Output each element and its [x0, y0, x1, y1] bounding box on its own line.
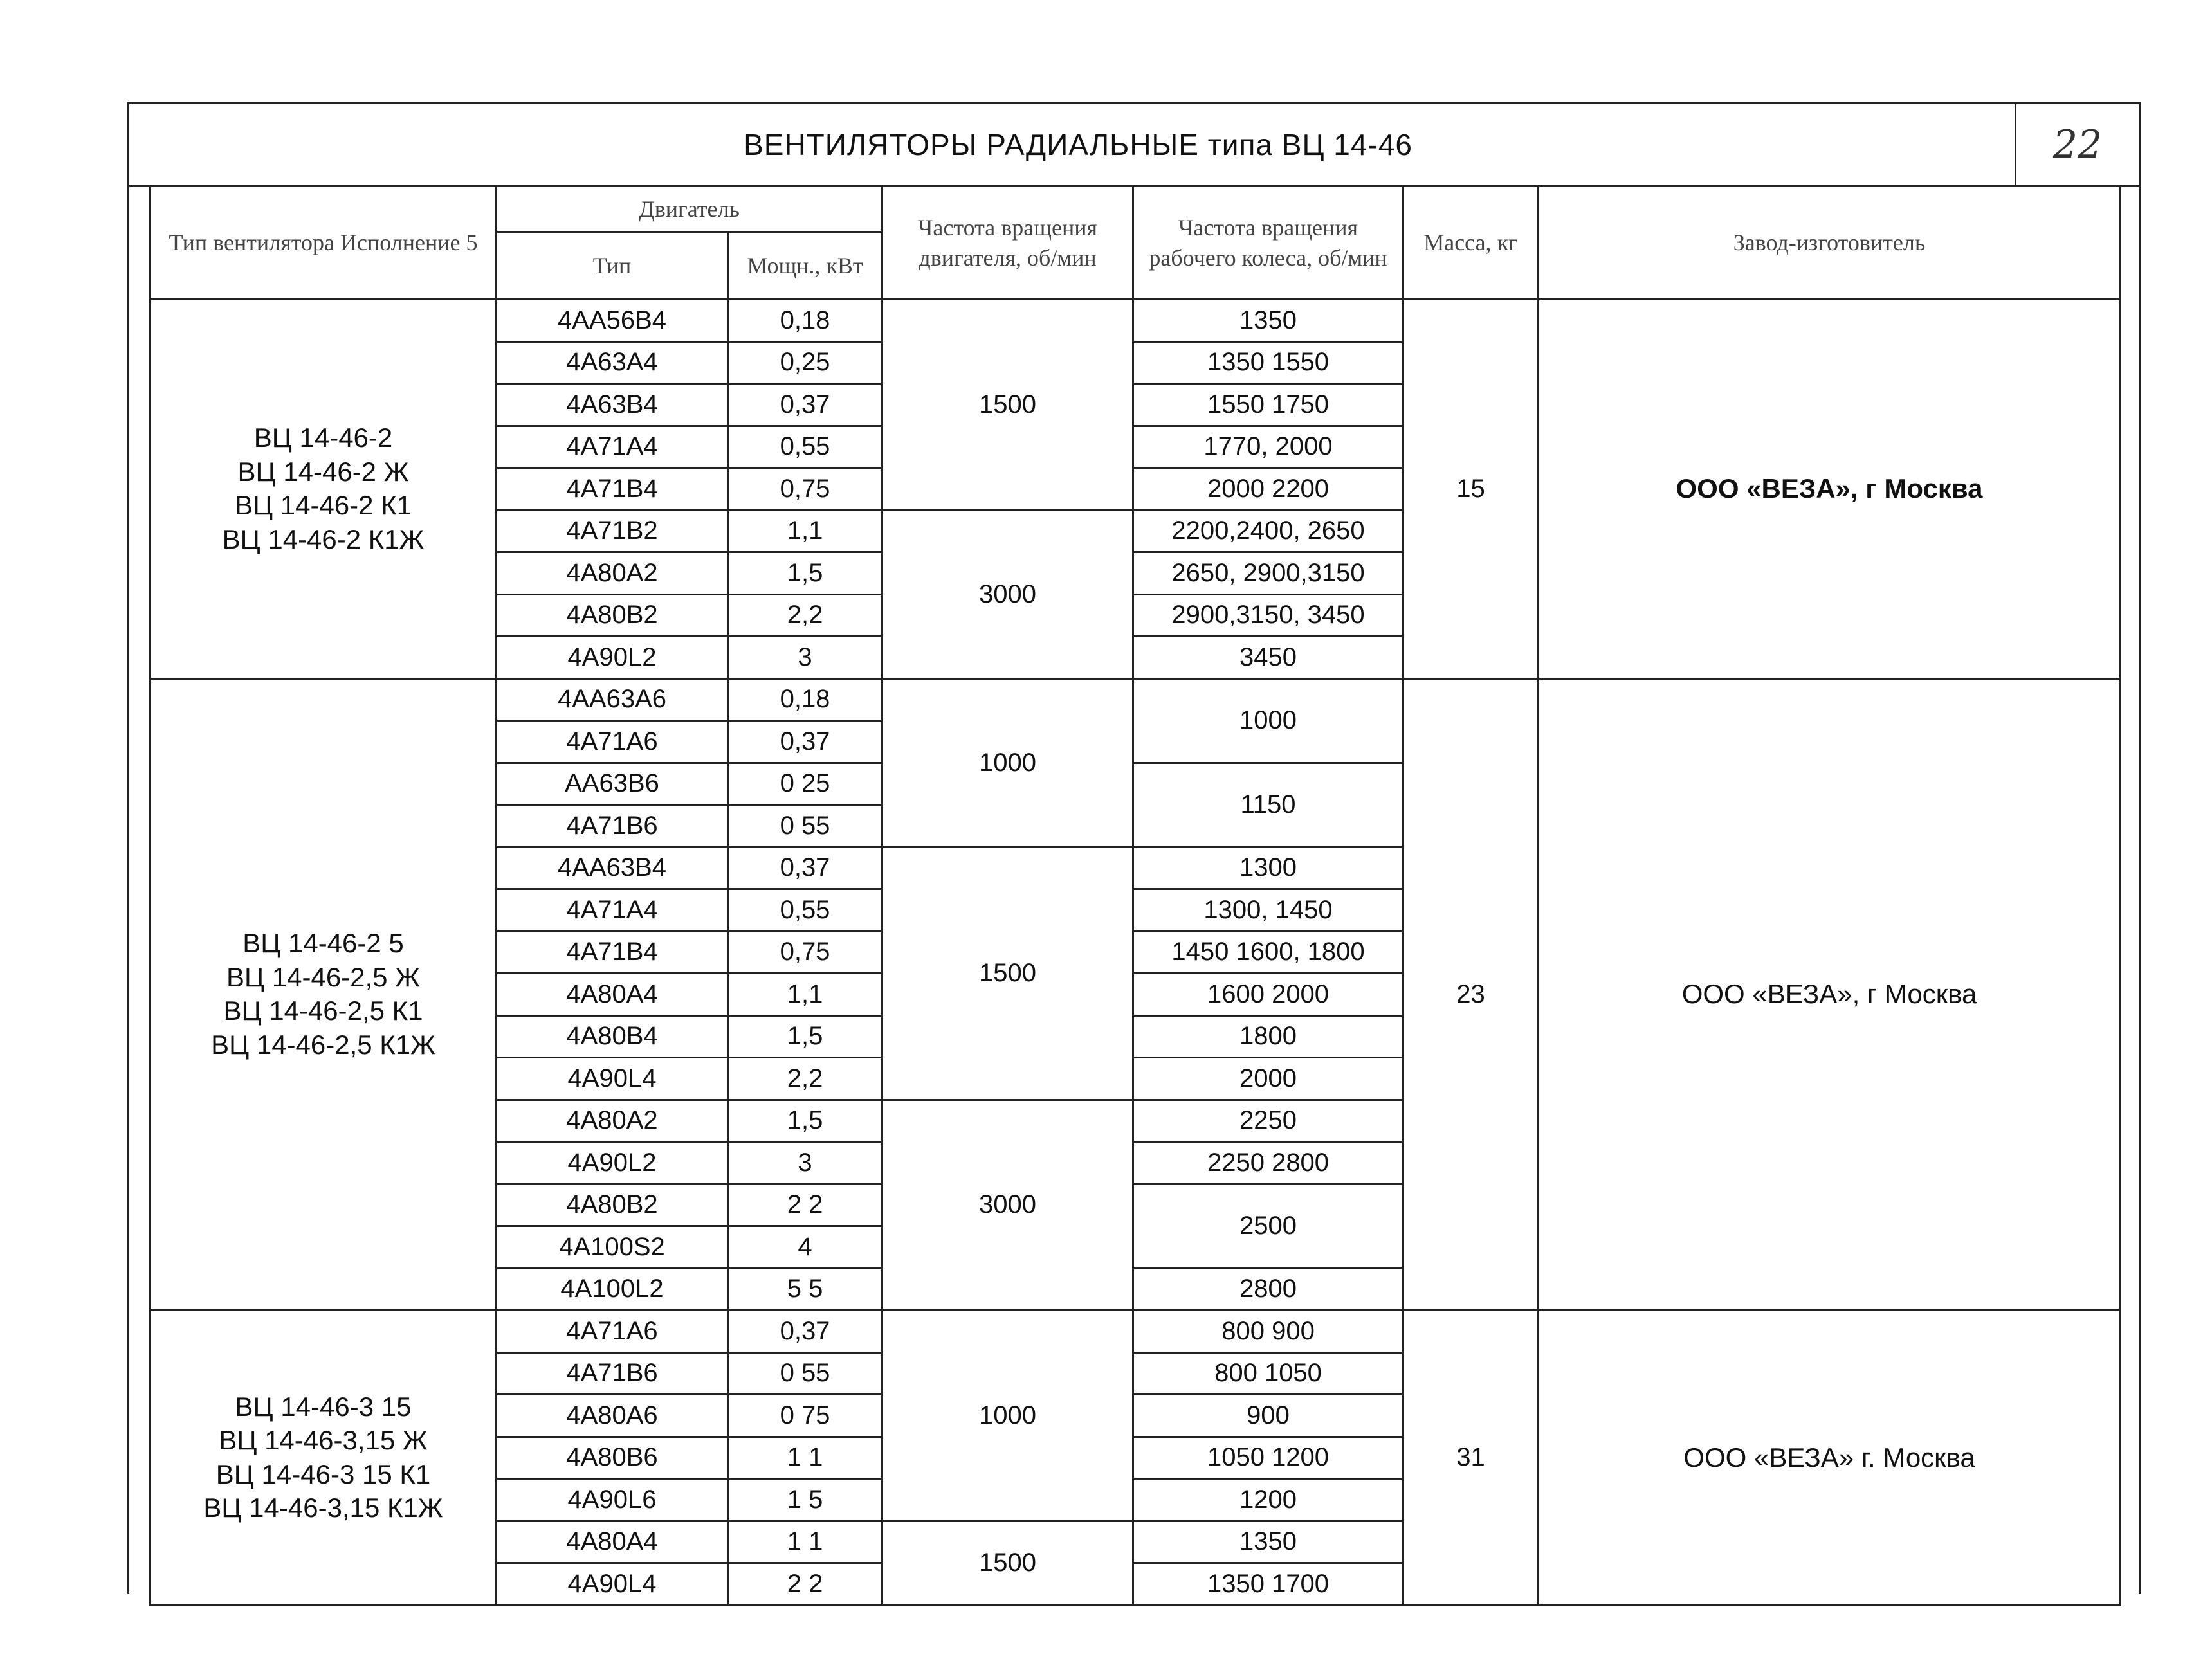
motor-type-cell: 4А100S2	[497, 1226, 728, 1269]
maker-cell: ООО «ВЕЗА» г. Москва	[1539, 1311, 2121, 1606]
motor-power-cell: 0 75	[728, 1395, 882, 1437]
motor-power-cell: 0 55	[728, 805, 882, 848]
motor-power-cell: 2 2	[728, 1184, 882, 1226]
motor-type-cell: 4А80А2	[497, 1100, 728, 1142]
motor-type-cell: 4А80В2	[497, 594, 728, 637]
motor-power-cell: 5 5	[728, 1268, 882, 1311]
wheel-speed-cell: 2500	[1133, 1184, 1403, 1268]
table-body	[151, 300, 2121, 1606]
motor-speed-cell: 1000	[882, 678, 1133, 847]
col-mass: Масса, кг	[1403, 186, 1539, 300]
motor-power-cell: 2,2	[728, 594, 882, 637]
motor-type-cell: 4А71В6	[497, 805, 728, 848]
motor-power-cell: 3	[728, 637, 882, 679]
motor-type-cell: 4АА56В4	[497, 300, 728, 342]
motor-power-cell: 3	[728, 1142, 882, 1184]
col-motor-speed: Частота вращения двигателя, об/мин	[882, 186, 1133, 300]
motor-type-cell: 4А80А4	[497, 974, 728, 1016]
col-motor-power: Мощн., кВт	[728, 232, 882, 300]
wheel-speed-cell: 2000 2200	[1133, 468, 1403, 511]
motor-type-cell: 4А63А4	[497, 341, 728, 384]
wheel-speed-cell: 2250 2800	[1133, 1142, 1403, 1184]
table-row	[151, 1311, 2121, 1353]
motor-power-cell: 0,18	[728, 300, 882, 342]
motor-type-cell: 4А71В4	[497, 931, 728, 974]
wheel-speed-cell: 1000	[1133, 678, 1403, 763]
motor-power-cell: 1,5	[728, 1100, 882, 1142]
wheel-speed-cell: 1350 1700	[1133, 1563, 1403, 1606]
wheel-speed-cell: 1200	[1133, 1479, 1403, 1521]
motor-type-cell: 4А80В2	[497, 1184, 728, 1226]
motor-type-cell: 4АА63В4	[497, 847, 728, 889]
motor-power-cell: 0,25	[728, 341, 882, 384]
wheel-speed-cell: 3450	[1133, 637, 1403, 679]
motor-power-cell: 1 5	[728, 1479, 882, 1521]
wheel-speed-cell: 1600 2000	[1133, 974, 1403, 1016]
motor-power-cell: 0,55	[728, 426, 882, 468]
motor-power-cell: 0,75	[728, 468, 882, 511]
motor-speed-cell: 3000	[882, 1100, 1133, 1311]
motor-power-cell: 0,55	[728, 889, 882, 932]
wheel-speed-cell: 800 900	[1133, 1311, 1403, 1353]
col-motor-type: Тип	[497, 232, 728, 300]
motor-type-cell: 4А100L2	[497, 1268, 728, 1311]
motor-type-cell: 4А90L6	[497, 1479, 728, 1521]
col-motor: Двигатель	[497, 186, 882, 232]
table-row	[151, 300, 2121, 342]
wheel-speed-cell: 1350	[1133, 1521, 1403, 1563]
title-bar	[127, 102, 2141, 187]
motor-power-cell: 2 2	[728, 1563, 882, 1606]
motor-power-cell: 4	[728, 1226, 882, 1269]
motor-speed-cell: 3000	[882, 510, 1133, 678]
motor-speed-cell: 1500	[882, 300, 1133, 511]
wheel-speed-cell: 2000	[1133, 1058, 1403, 1100]
motor-power-cell: 0 55	[728, 1352, 882, 1395]
wheel-speed-cell: 2250	[1133, 1100, 1403, 1142]
motor-power-cell: 0,75	[728, 931, 882, 974]
table-row	[151, 678, 2121, 721]
motor-power-cell: 1 1	[728, 1521, 882, 1563]
wheel-speed-cell: 2800	[1133, 1268, 1403, 1311]
page-title: ВЕНТИЛЯТОРЫ РАДИАЛЬНЫЕ типа ВЦ 14-46	[744, 128, 1412, 161]
page-number-box	[2015, 104, 2139, 185]
motor-power-cell: 0,37	[728, 384, 882, 426]
motor-type-cell: 4А90L2	[497, 1142, 728, 1184]
wheel-speed-cell: 1300, 1450	[1133, 889, 1403, 932]
motor-type-cell: 4А90L4	[497, 1058, 728, 1100]
wheel-speed-cell: 800 1050	[1133, 1352, 1403, 1395]
fan-type-cell: ВЦ 14-46-3 15 ВЦ 14-46-3,15 Ж ВЦ 14-46-3 15 К1 ВЦ 14-46-3,15 К1Ж	[151, 1311, 497, 1606]
motor-power-cell: 1,1	[728, 974, 882, 1016]
motor-power-cell: 0,37	[728, 721, 882, 763]
wheel-speed-cell: 1050 1200	[1133, 1437, 1403, 1479]
motor-type-cell: 4А90L2	[497, 637, 728, 679]
fan-spec-table	[149, 185, 2121, 1606]
motor-power-cell: 0 25	[728, 763, 882, 805]
motor-speed-cell: 1000	[882, 1311, 1133, 1521]
motor-power-cell: 2,2	[728, 1058, 882, 1100]
maker-cell: ООО «ВЕЗА», г Москва	[1539, 300, 2121, 679]
motor-type-cell: 4А80В4	[497, 1015, 728, 1058]
motor-type-cell: 4А80В6	[497, 1437, 728, 1479]
wheel-speed-cell: 1450 1600, 1800	[1133, 931, 1403, 974]
maker-cell: ООО «ВЕЗА», г Москва	[1539, 678, 2121, 1311]
wheel-speed-cell: 1350	[1133, 300, 1403, 342]
wheel-speed-cell: 1350 1550	[1133, 341, 1403, 384]
motor-speed-cell: 1500	[882, 847, 1133, 1100]
motor-power-cell: 1,1	[728, 510, 882, 552]
motor-type-cell: 4А80А4	[497, 1521, 728, 1563]
motor-type-cell: 4А71В6	[497, 1352, 728, 1395]
mass-cell: 31	[1403, 1311, 1539, 1606]
wheel-speed-cell: 1550 1750	[1133, 384, 1403, 426]
col-wheel-speed: Частота вращения рабочего колеса, об/мин	[1133, 186, 1403, 300]
fan-type-cell: ВЦ 14-46-2 ВЦ 14-46-2 Ж ВЦ 14-46-2 К1 ВЦ 14-46-2 К1Ж	[151, 300, 497, 679]
motor-power-cell: 0,18	[728, 678, 882, 721]
wheel-speed-cell: 2650, 2900,3150	[1133, 552, 1403, 595]
motor-type-cell: АА63В6	[497, 763, 728, 805]
page-number: 22	[2052, 122, 2103, 167]
motor-type-cell: 4А71А6	[497, 721, 728, 763]
wheel-speed-cell: 1770, 2000	[1133, 426, 1403, 468]
wheel-speed-cell: 2900,3150, 3450	[1133, 594, 1403, 637]
motor-type-cell: 4А80А6	[497, 1395, 728, 1437]
motor-power-cell: 0,37	[728, 1311, 882, 1353]
wheel-speed-cell: 1300	[1133, 847, 1403, 889]
motor-type-cell: 4А71А4	[497, 426, 728, 468]
wheel-speed-cell: 1800	[1133, 1015, 1403, 1058]
motor-type-cell: 4АА63А6	[497, 678, 728, 721]
motor-power-cell: 1 1	[728, 1437, 882, 1479]
motor-type-cell: 4А63В4	[497, 384, 728, 426]
motor-power-cell: 1,5	[728, 552, 882, 595]
col-fan-type: Тип вентилятора Исполнение 5	[151, 186, 497, 300]
motor-type-cell: 4А90L4	[497, 1563, 728, 1606]
wheel-speed-cell: 2200,2400, 2650	[1133, 510, 1403, 552]
mass-cell: 15	[1403, 300, 1539, 679]
mass-cell: 23	[1403, 678, 1539, 1311]
col-maker: Завод-изготовитель	[1539, 186, 2121, 300]
wheel-speed-cell: 900	[1133, 1395, 1403, 1437]
fan-type-cell: ВЦ 14-46-2 5 ВЦ 14-46-2,5 Ж ВЦ 14-46-2,5 К1 ВЦ 14-46-2,5 К1Ж	[151, 678, 497, 1311]
motor-type-cell: 4А71В4	[497, 468, 728, 511]
motor-power-cell: 0,37	[728, 847, 882, 889]
wheel-speed-cell: 1150	[1133, 763, 1403, 847]
motor-power-cell: 1,5	[728, 1015, 882, 1058]
motor-type-cell: 4А71В2	[497, 510, 728, 552]
motor-type-cell: 4А80А2	[497, 552, 728, 595]
motor-type-cell: 4А71А4	[497, 889, 728, 932]
motor-type-cell: 4А71А6	[497, 1311, 728, 1353]
motor-speed-cell: 1500	[882, 1521, 1133, 1605]
